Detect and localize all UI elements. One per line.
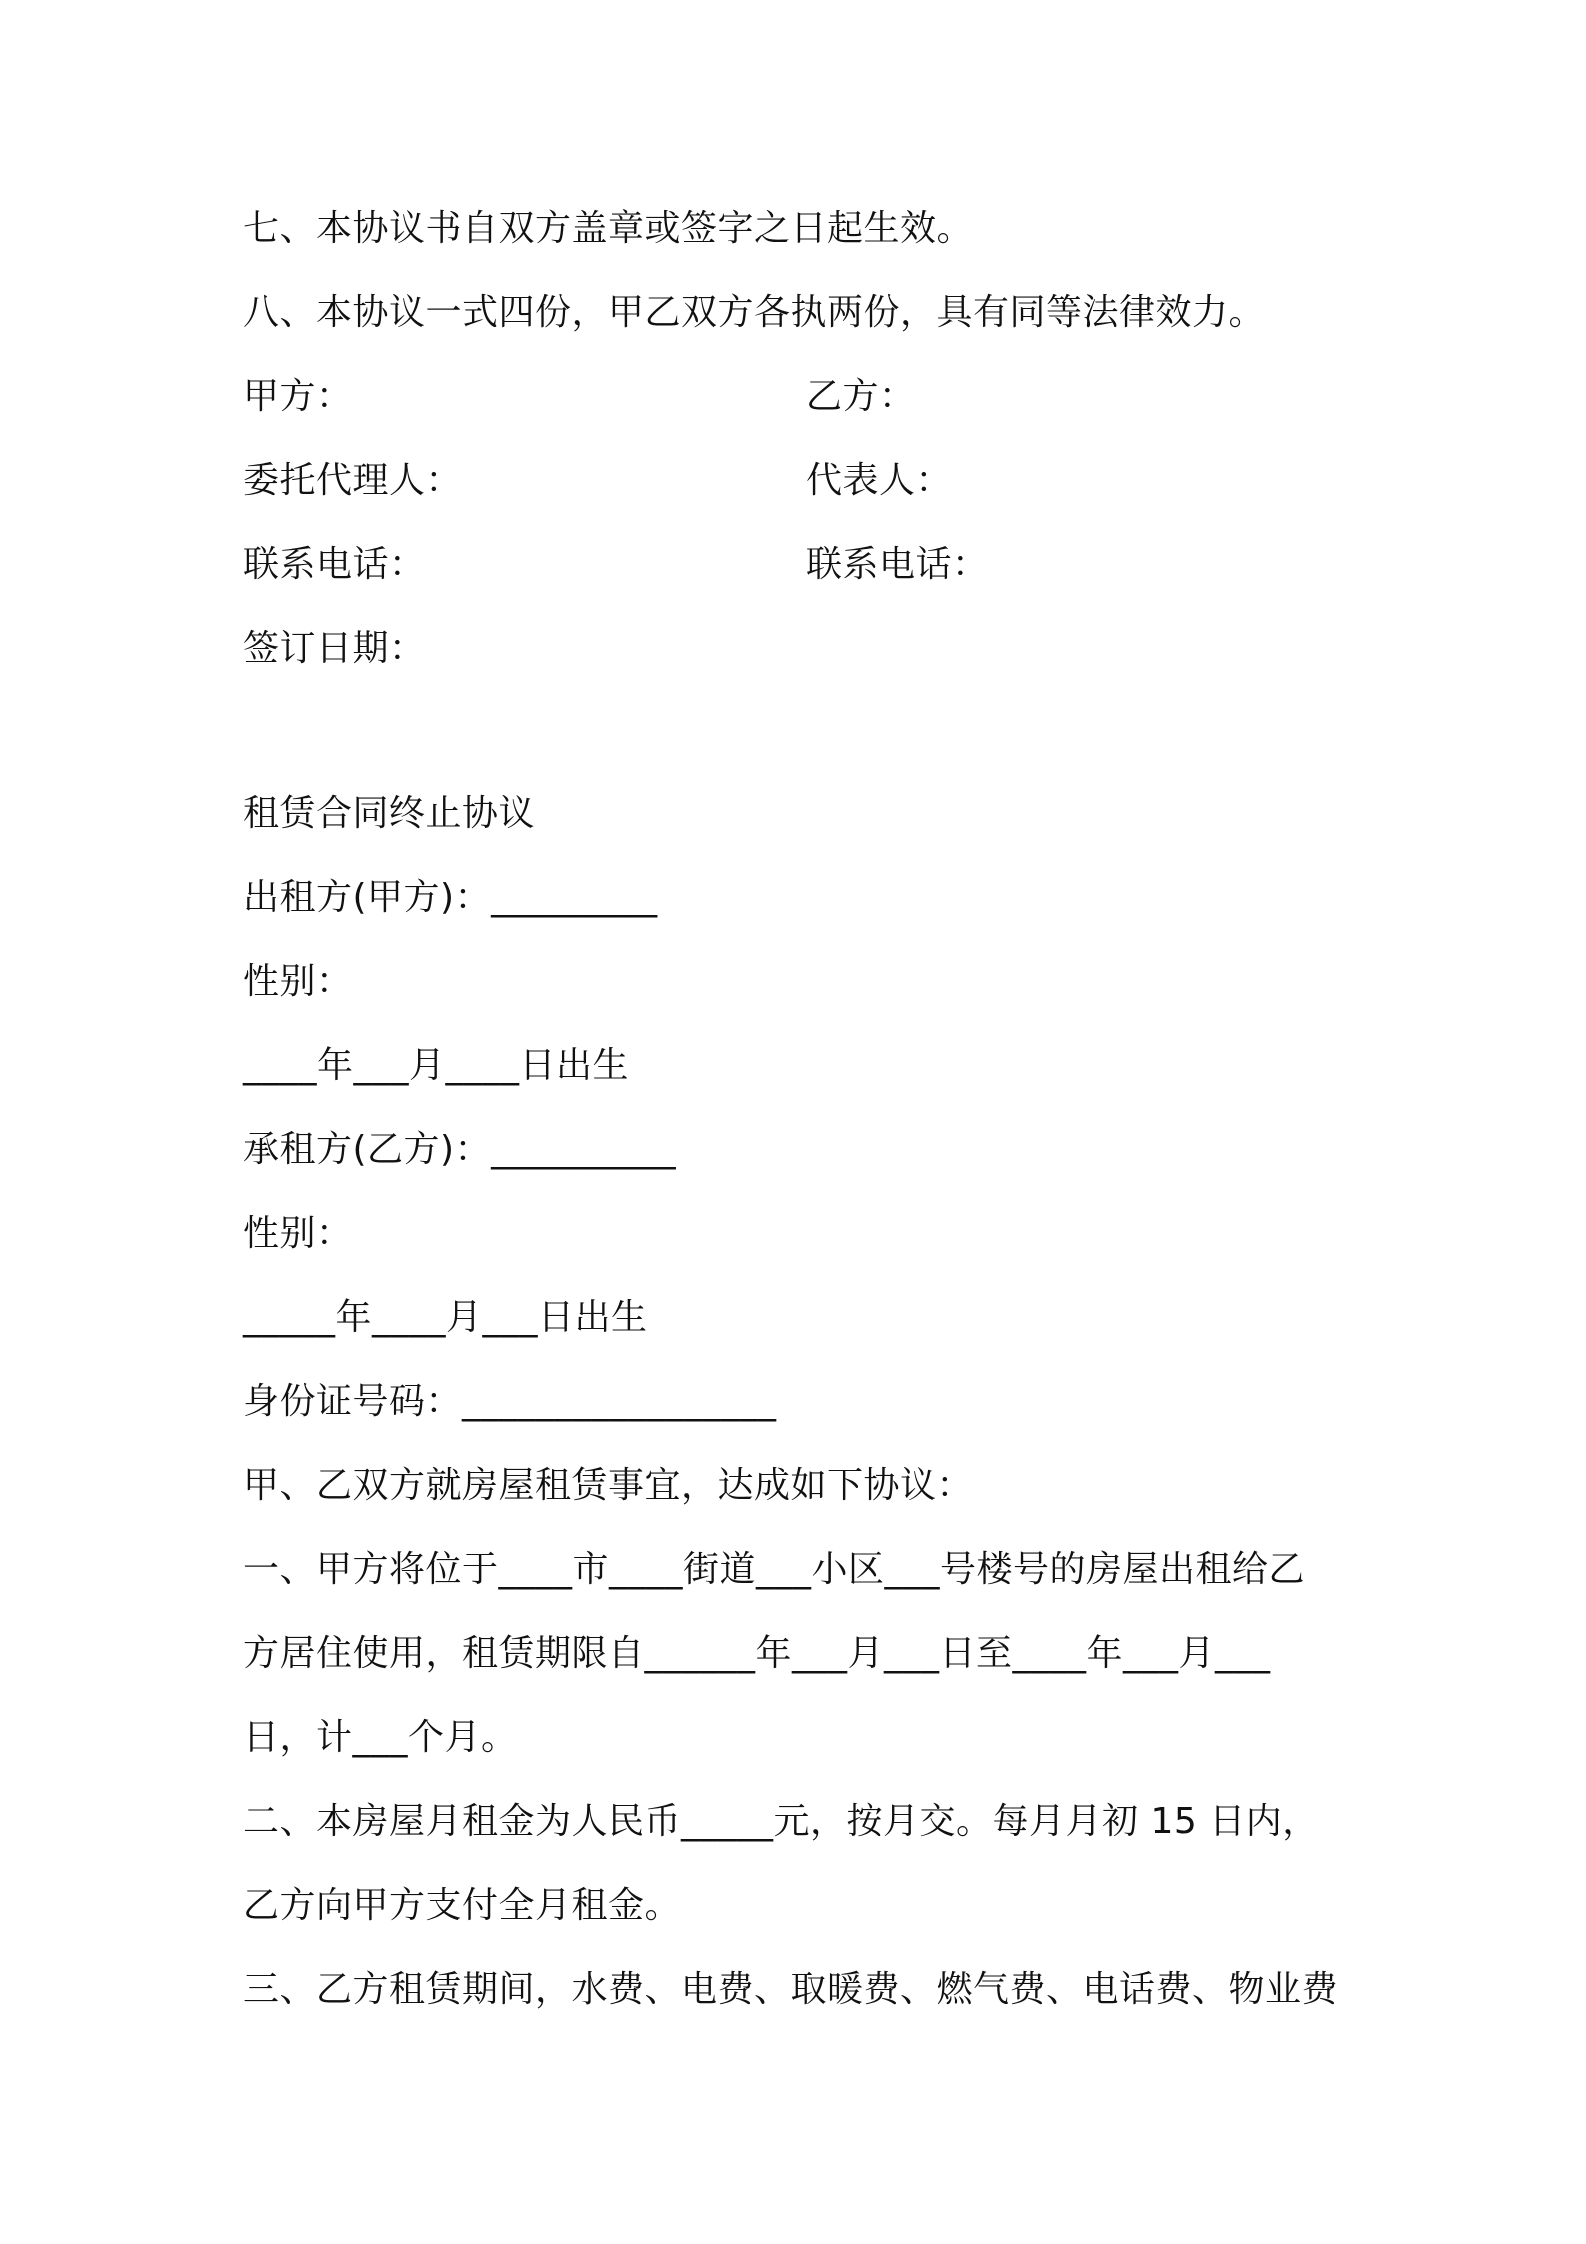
lessor-birth-field: ____年___月____日出生	[243, 1045, 630, 1086]
clause-2-line-1: 二、本房屋月租金为人民币_____元，按月交。每月月初 15 日内，	[243, 1801, 1319, 1842]
agreement-intro: 甲、乙双方就房屋租赁事宜，达成如下协议：	[243, 1465, 974, 1506]
clause-2-line-2: 乙方向甲方支付全月租金。	[243, 1885, 682, 1926]
lessee-gender-field: 性别：	[243, 1213, 353, 1254]
clause-8: 八、本协议一式四份，甲乙双方各执两份，具有同等法律效力。	[243, 292, 1266, 333]
lessor-field: 出租方(甲方)：_________	[243, 877, 658, 918]
clause-3-line-1: 三、乙方租赁期间，水费、电费、取暖费、燃气费、电话费、物业费	[243, 1969, 1339, 2010]
party-a-label: 甲方：	[243, 376, 353, 417]
clause-1-line-1: 一、甲方将位于____市____街道___小区___号楼号的房屋出租给乙	[243, 1549, 1306, 1590]
agent-label: 委托代理人：	[243, 460, 463, 501]
phone-b-label: 联系电话：	[806, 544, 989, 585]
agreement-title: 租赁合同终止协议	[243, 793, 536, 834]
party-b-label: 乙方：	[806, 376, 916, 417]
clause-1-line-2: 方居住使用，租赁期限自______年___月___日至____年___月___	[243, 1633, 1271, 1674]
id-number-field: 身份证号码：_________________	[243, 1381, 777, 1422]
phone-a-label: 联系电话：	[243, 544, 426, 585]
clause-1-line-3: 日，计___个月。	[243, 1717, 518, 1758]
sign-date-label: 签订日期：	[243, 628, 426, 669]
lessee-field: 承租方(乙方)：__________	[243, 1129, 677, 1170]
clause-7: 七、本协议书自双方盖章或签字之日起生效。	[243, 208, 974, 249]
representative-label: 代表人：	[806, 460, 953, 501]
lessor-gender-field: 性别：	[243, 961, 353, 1002]
lessee-birth-field: _____年____月___日出生	[243, 1297, 648, 1338]
